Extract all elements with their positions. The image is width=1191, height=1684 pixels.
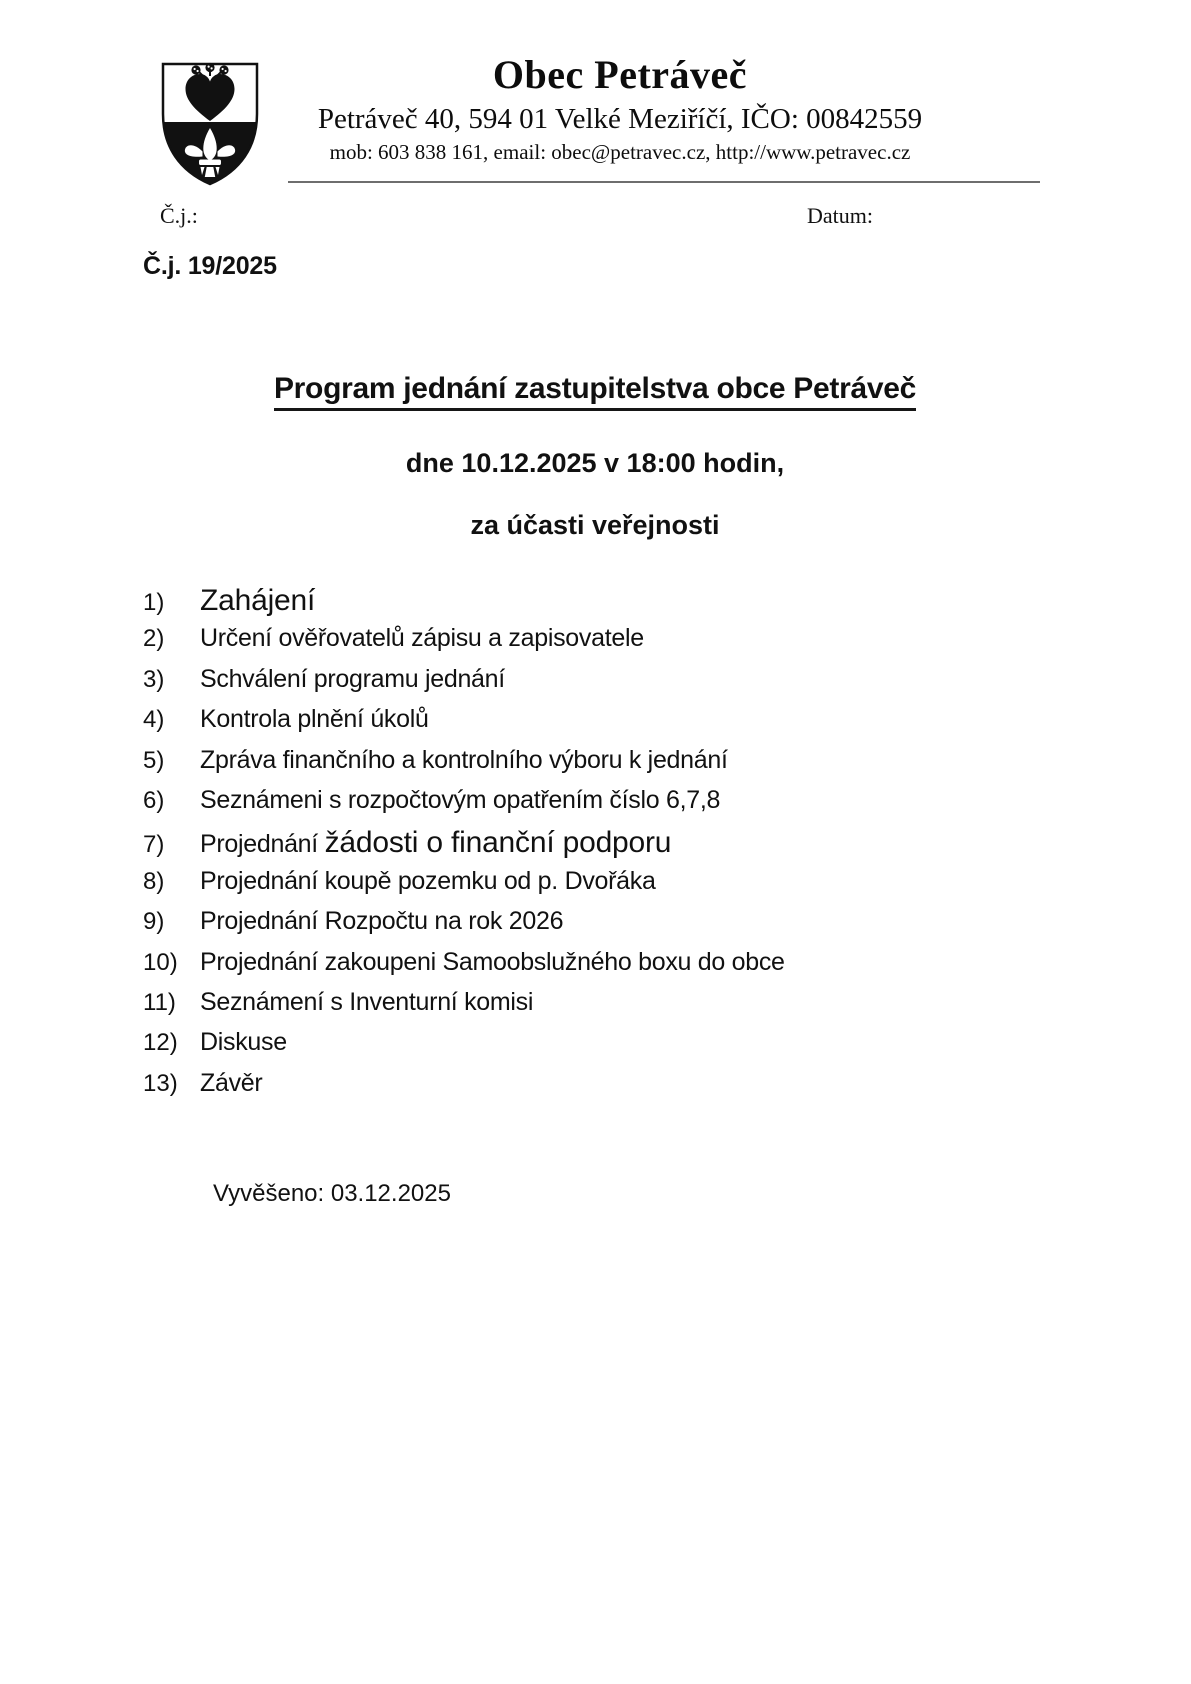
- agenda-item-text: [200, 826, 671, 860]
- agenda-item: [143, 746, 1063, 786]
- agenda-item-text: Schválení programu jednání: [200, 664, 505, 693]
- agenda-item-text: Projednání koupě pozemku od p. Dvořáka: [200, 866, 656, 895]
- agenda-item: [143, 584, 1063, 624]
- coat-of-arms-icon: [158, 60, 262, 188]
- agenda-item-text: Projednání Rozpočtu na rok 2026: [200, 907, 564, 936]
- agenda-item-number: 12): [143, 1029, 178, 1057]
- shield-graphic: [158, 60, 262, 188]
- agenda-item-number: 6): [143, 786, 165, 814]
- agenda-item-number: 13): [143, 1069, 178, 1097]
- letterhead: [280, 50, 960, 167]
- agenda-item: [143, 948, 1063, 988]
- org-contact: mob: 603 838 161, email: obec@petravec.cz, http://www.petravec.cz: [329, 140, 911, 164]
- agenda-item-text: Kontrola plnění úkolů: [200, 705, 429, 734]
- ref-number-label: Č.j.:: [160, 203, 198, 228]
- agenda-item: [143, 867, 1063, 907]
- posted-date-line: Vyvěšeno: 03.12.2025: [213, 1180, 451, 1207]
- agenda-item-number: 11): [143, 988, 176, 1016]
- agenda-item: [143, 665, 1063, 705]
- agenda-item-text-emphasis: žádosti o finanční podporu: [324, 826, 672, 860]
- document-title: [142, 372, 1048, 406]
- agenda-item: [143, 826, 1063, 866]
- agenda-item: [143, 786, 1063, 826]
- agenda-item: [143, 907, 1063, 947]
- agenda-item-text: Projednání zakoupeni Samoobslužného boxu do obce: [200, 947, 785, 976]
- agenda-item-number: 1): [143, 589, 165, 616]
- org-address: Petráveč 40, 594 01 Velké Meziříčí, IČO: 00842559: [317, 103, 923, 135]
- agenda-item: [143, 624, 1063, 664]
- agenda-item: [143, 1069, 1063, 1109]
- agenda-item: [143, 705, 1063, 745]
- agenda-item-text: Určení ověřovatelů zápisu a zapisovatele: [200, 624, 644, 653]
- agenda-item-text: Zpráva finančního a kontrolního výboru k jednání: [200, 745, 728, 774]
- agenda-item-number: 8): [143, 867, 165, 895]
- agenda-item: [143, 1028, 1063, 1068]
- agenda-item-number: 7): [143, 831, 165, 859]
- public-participation-note: za účasti veřejnosti: [470, 510, 720, 540]
- agenda-item-text: Seznámeni s rozpočtovým opatřením číslo 6,7,8: [200, 785, 721, 814]
- org-name: Obec Petráveč: [492, 52, 748, 97]
- document-title-text: Program jednání zastupitelstva obce Petráveč: [274, 372, 916, 411]
- date-label: Datum:: [807, 203, 873, 228]
- agenda-item-number: 5): [143, 746, 165, 774]
- agenda-item-text: Seznámení s Inventurní komisi: [200, 987, 534, 1016]
- header-divider: [288, 181, 1040, 183]
- agenda-item-number: 3): [143, 665, 165, 693]
- agenda-item-text: Diskuse: [200, 1028, 287, 1057]
- agenda-item-text: Závěr: [200, 1068, 263, 1097]
- ref-number-value: Č.j. 19/2025: [143, 252, 277, 280]
- agenda-item-number: 4): [143, 706, 165, 734]
- agenda-list: [143, 584, 1063, 1109]
- agenda-item-number: 2): [143, 625, 165, 653]
- agenda-item-text-prefix: Projednání: [200, 830, 325, 859]
- agenda-item-number: 9): [143, 908, 165, 936]
- meeting-datetime: dne 10.12.2025 v 18:00 hodin,: [405, 448, 785, 478]
- agenda-item-text: Zahájení: [200, 584, 316, 617]
- agenda-item-number: 10): [143, 948, 178, 976]
- agenda-item: [143, 988, 1063, 1028]
